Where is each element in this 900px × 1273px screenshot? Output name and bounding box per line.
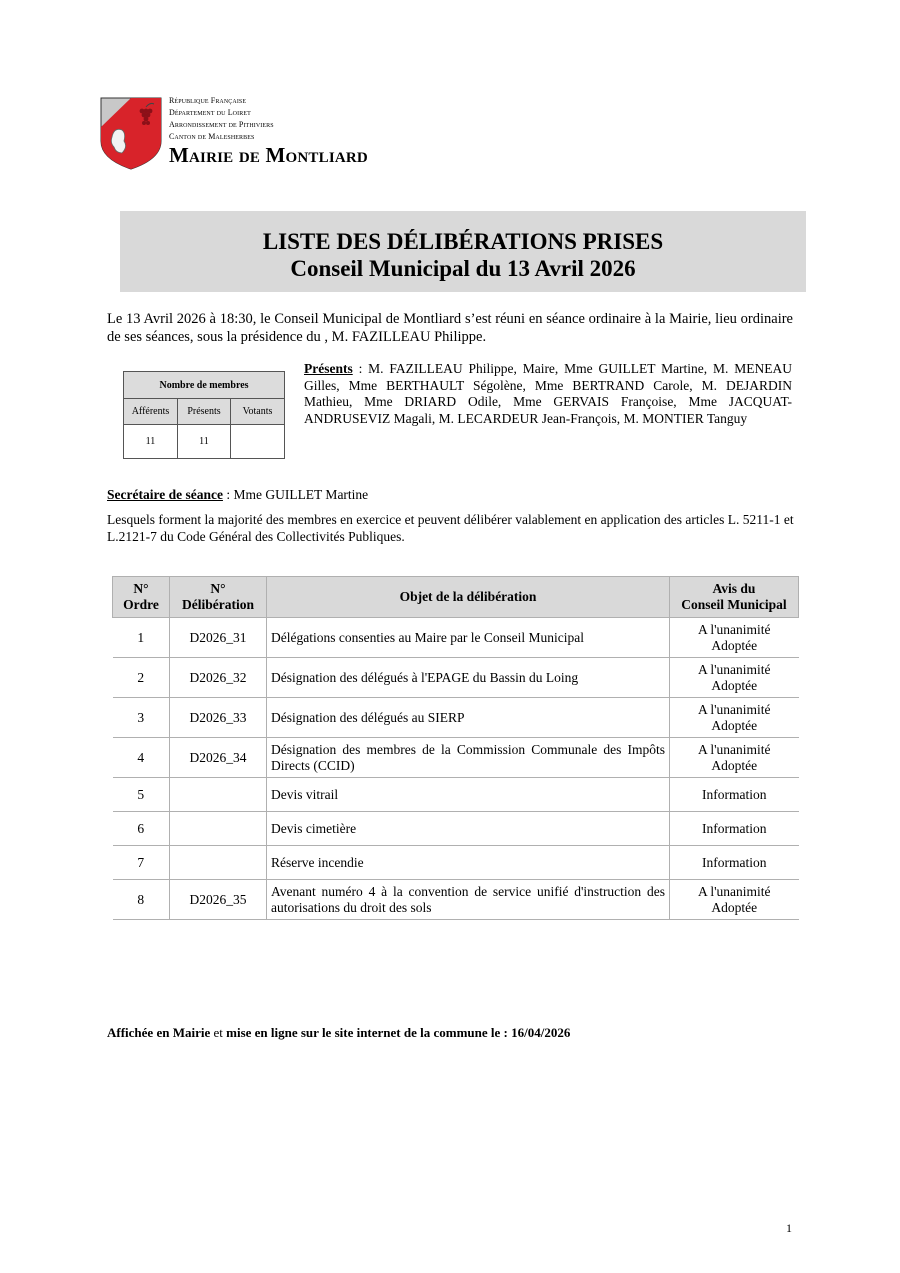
presents-paragraph [304, 361, 792, 427]
cell-avis: Information [670, 812, 799, 846]
document-title-box [120, 211, 806, 292]
cell-numero: D2026_31 [170, 618, 267, 658]
cell-objet: Délégations consenties au Maire par le Conseil Municipal [267, 618, 670, 658]
cell-numero: D2026_32 [170, 658, 267, 698]
col-header-avis: Avis du Conseil Municipal [670, 577, 799, 618]
members-header: Présents [178, 399, 231, 425]
cell-numero: D2026_33 [170, 698, 267, 738]
document-subtitle: Conseil Municipal du 13 Avril 2026 [290, 256, 636, 281]
secretary-line [107, 487, 368, 503]
col-header-objet: Objet de la délibération [267, 577, 670, 618]
members-table-title: Nombre de membres [124, 372, 285, 399]
presents-label: Présents [304, 361, 353, 376]
cell-objet: Désignation des délégués à l'EPAGE du Bassin du Loing [267, 658, 670, 698]
cell-ordre: 1 [113, 618, 170, 658]
cell-numero [170, 846, 267, 880]
admin-line: Département du Loiret [169, 108, 251, 117]
table-row [113, 658, 799, 698]
members-header: Votants [231, 399, 285, 425]
table-row [113, 880, 799, 920]
cell-ordre: 2 [113, 658, 170, 698]
quorum-paragraph: Lesquels forment la majorité des membres en exercice et peuvent délibérer valablement en application des articles L. 5211-1 et L.2121-7 du Code Général des Collectivités Publiques. [107, 512, 794, 544]
table-row [113, 618, 799, 658]
cell-numero: D2026_34 [170, 738, 267, 778]
cell-numero [170, 778, 267, 812]
cell-avis: A l'unanimité Adoptée [670, 618, 799, 658]
cell-avis: A l'unanimité Adoptée [670, 738, 799, 778]
members-header: Afférents [124, 399, 178, 425]
secretary-label: Secrétaire de séance [107, 487, 223, 502]
document-title: LISTE DES DÉLIBÉRATIONS PRISES [262, 229, 664, 254]
cell-objet: Devis vitrail [267, 778, 670, 812]
presents-list: : M. FAZILLEAU Philippe, Maire, Mme GUILLET Martine, M. MENEAU Gilles, Mme BERTHAULT Ségolène, Mme BERTRAND Carole, M. DEJARDIN Mathieu, Mme DRIARD Odile, Mme GERVAIS Françoise, Mme JACQUAT-ANDRUSEVIZ Magali, M. LECARDEUR Jean-François, M. MONTIER Tanguy [304, 361, 792, 426]
cell-ordre: 3 [113, 698, 170, 738]
members-table [123, 371, 285, 459]
cell-ordre: 8 [113, 880, 170, 920]
secretary-name: : Mme GUILLET Martine [222, 487, 369, 502]
table-row [113, 812, 799, 846]
members-value: 11 [178, 425, 231, 459]
cell-objet: Désignation des membres de la Commission Communale des Impôts Directs (CCID) [267, 738, 670, 778]
cell-objet: Désignation des délégués au SIERP [267, 698, 670, 738]
col-header-numero: N° Délibération [170, 577, 267, 618]
cell-avis: A l'unanimité Adoptée [670, 880, 799, 920]
cell-avis: Information [670, 778, 799, 812]
publication-note: Affichée en Mairie et mise en ligne sur le site internet de la commune le : 16/04/2026 [107, 1025, 571, 1040]
admin-line: République Française [169, 96, 247, 105]
cell-ordre: 7 [113, 846, 170, 880]
table-header-row [113, 577, 799, 618]
cell-objet: Devis cimetière [267, 812, 670, 846]
col-header-ordre: N° Ordre [113, 577, 170, 618]
coat-of-arms-icon [100, 97, 162, 170]
cell-ordre: 4 [113, 738, 170, 778]
cell-avis: Information [670, 846, 799, 880]
admin-line: Arrondissement de Pithiviers [169, 120, 274, 129]
page-number: 1 [786, 1221, 792, 1235]
cell-ordre: 6 [113, 812, 170, 846]
cell-numero: D2026_35 [170, 880, 267, 920]
mairie-title: Mairie de Montliard [169, 143, 368, 167]
cell-avis: A l'unanimité Adoptée [670, 698, 799, 738]
deliberations-table [112, 576, 799, 920]
cell-objet: Avenant numéro 4 à la convention de service unifié d'instruction des autorisations du droit des sols [267, 880, 670, 920]
admin-line: Canton de Malesherbes [169, 132, 255, 141]
members-value [231, 425, 285, 459]
members-value: 11 [124, 425, 178, 459]
table-row [113, 738, 799, 778]
table-row [113, 846, 799, 880]
cell-objet: Réserve incendie [267, 846, 670, 880]
administrative-header [169, 95, 274, 143]
table-row [113, 698, 799, 738]
cell-numero [170, 812, 267, 846]
intro-paragraph: Le 13 Avril 2026 à 18:30, le Conseil Municipal de Montliard s’est réuni en séance ordinaire à la Mairie, lieu ordinaire de ses séances, sous la présidence du , M. FAZILLEAU Philippe. [107, 311, 793, 345]
cell-avis: A l'unanimité Adoptée [670, 658, 799, 698]
table-row [113, 778, 799, 812]
cell-ordre: 5 [113, 778, 170, 812]
